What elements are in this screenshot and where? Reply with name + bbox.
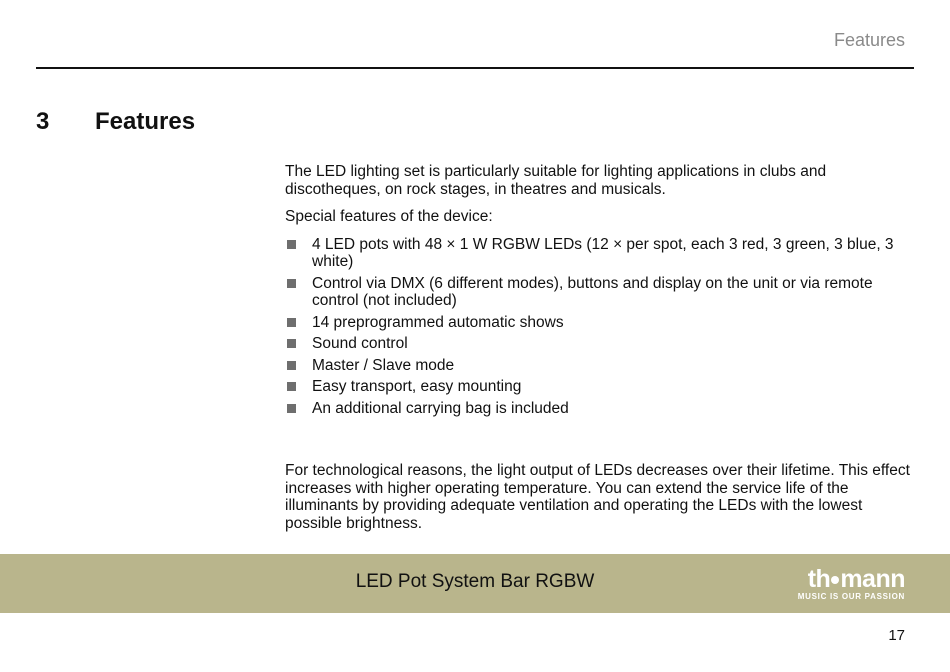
feature-text: An additional carrying bag is included bbox=[312, 399, 569, 417]
feature-text: Easy transport, easy mounting bbox=[312, 378, 522, 395]
square-bullet-icon bbox=[287, 240, 296, 249]
feature-text: 14 preprogrammed automatic shows bbox=[312, 313, 564, 331]
feature-text: Sound control bbox=[312, 335, 408, 352]
running-header-title: Features bbox=[833, 30, 905, 50]
product-name: LED Pot System Bar RGBW bbox=[355, 571, 595, 592]
chapter-heading bbox=[36, 108, 195, 136]
thomann-wordmark: th mann bbox=[807, 565, 905, 593]
intro-paragraph: The LED lighting set is particularly suitable for lighting applications in clubs and discotheques, on rock stages, in theatres and musicals. bbox=[285, 163, 827, 198]
list-item bbox=[285, 378, 917, 396]
feature-list bbox=[285, 236, 917, 418]
feature-text: 4 LED pots with 48 × 1 W RGBW LEDs (12 × per spot, each 3 red, 3 green, 3 blue, 3 white) bbox=[312, 235, 894, 270]
square-bullet-icon bbox=[287, 382, 296, 391]
list-item bbox=[285, 400, 917, 418]
square-bullet-icon bbox=[287, 361, 296, 370]
brand-logo bbox=[790, 566, 905, 602]
chapter-title: Features bbox=[95, 108, 196, 135]
square-bullet-icon bbox=[287, 279, 296, 288]
led-lifetime-note: For technological reasons, the light output of LEDs decreases over their lifetime. This effect increases with higher operating temperature. You can extend the service life of the illuminants by providing adequate ventilation and operating the LEDs with the lowest possible brightness. bbox=[285, 462, 910, 532]
list-item bbox=[285, 275, 917, 310]
feature-text: Master / Slave mode bbox=[312, 356, 455, 374]
header-divider bbox=[36, 67, 914, 69]
square-bullet-icon bbox=[287, 339, 296, 348]
list-item bbox=[285, 314, 917, 332]
brand-tagline: MUSIC IS OUR PASSION bbox=[797, 592, 905, 601]
page-number: 17 bbox=[888, 627, 905, 644]
square-bullet-icon bbox=[287, 318, 296, 327]
chapter-number: 3 bbox=[36, 108, 50, 135]
list-item bbox=[285, 236, 917, 271]
main-content bbox=[285, 163, 917, 542]
features-heading: Special features of the device: bbox=[285, 208, 493, 225]
list-item bbox=[285, 335, 917, 353]
feature-text: Control via DMX (6 different modes), buttons and display on the unit or via remote control (not included) bbox=[312, 274, 873, 309]
list-item bbox=[285, 357, 917, 375]
logo-dot-icon bbox=[831, 576, 839, 584]
square-bullet-icon bbox=[287, 404, 296, 413]
footer-band bbox=[0, 554, 950, 613]
